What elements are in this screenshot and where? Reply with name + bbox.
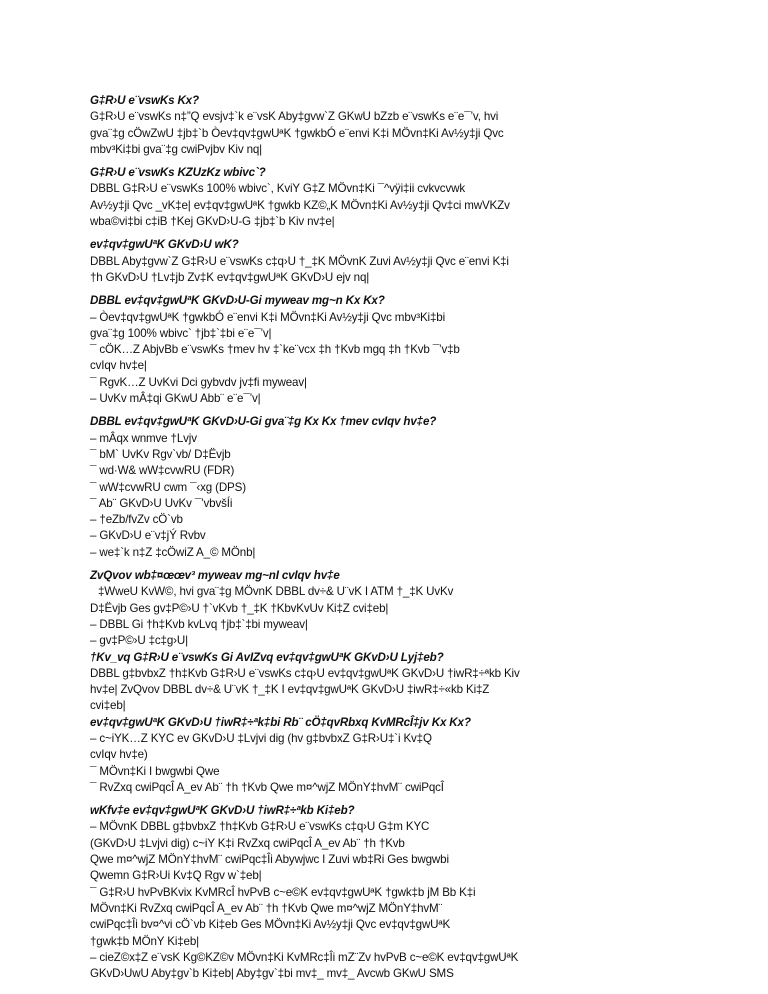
bullet-icon: – — [90, 731, 97, 745]
paragraph-line: cvIqv hv‡e| — [90, 359, 147, 373]
paragraph-line: cvIqv hv‡e) — [90, 748, 148, 762]
list-item: – DBBL Gi †h‡Kvb kvLvq †jb‡`‡bi myweav| — [90, 617, 308, 631]
document-body — [90, 93, 690, 982]
list-item: – cieZ©x‡Z e¨vsK Kg©KZ©v MÖvn‡Ki KvMRc‡Îi mZ¨Zv hvPvB c~e©K ev‡qv‡gwUªK — [90, 950, 519, 964]
section-heading: wKfv‡e ev‡qv‡gwUªK GKvD›U †iwR‡÷ªkb Ki‡eb? — [90, 804, 355, 818]
list-item: ¯ cÖK…Z AbjvBb e¨vswKs †mev hv ‡`ke¨vcx ‡h †Kvb mgq ‡h †Kvb ¯’v‡b — [90, 343, 460, 357]
list-item: – gv‡P©›U ‡c‡g›U| — [90, 634, 188, 648]
bullet-icon: ¯ — [90, 447, 97, 461]
list-item: – we‡`k n‡Z ‡cÖwiZ A_© MÖnb| — [90, 545, 256, 559]
list-item: ¯ bM` UvKv Rgv`vb/ D‡Ëvjb — [90, 447, 231, 461]
list-item: ¯ RvZxq cwiPqcÎ A_ev Ab¨ †h †Kvb Qwe m¤^wjZ MÖnY‡hvM¨ cwiPqcÎ — [90, 780, 444, 794]
bullet-icon: ¯ — [90, 496, 97, 510]
bullet-icon: – — [90, 310, 97, 324]
bullet-icon: – — [90, 392, 97, 406]
bullet-icon: ¯ — [90, 480, 97, 494]
paragraph-line: †gwk‡b MÖnY Ki‡eb| — [90, 934, 200, 948]
bullet-icon: – — [90, 431, 97, 445]
paragraph-line: (GKvD›U ‡Lvjvi dig) c~iY K‡i RvZxq cwiPqcÎ A_ev Ab¨ †h †Kvb — [90, 836, 405, 850]
paragraph-line: cvi‡eb| — [90, 699, 126, 713]
paragraph-line: gva¨‡g cÖwZwU ‡jb‡`b Òev‡qv‡gwUªK †gwkbÓ e¨envi K‡i MÖvn‡Ki Av½y‡ji Qvc — [90, 126, 504, 140]
section-heading: †Kv_vq G‡R›U e¨vswKs Gi AvIZvq ev‡qv‡gwUªK GKvD›U Lyj‡eb? — [90, 650, 444, 664]
list-item: ¯ wW‡cvwRU cwm ¯‹xg (DPS) — [90, 480, 246, 494]
paragraph-line: Av½y‡ji Qvc _vK‡e| ev‡qv‡gwUªK †gwkb KZ©„K MÖvn‡Ki Av½y‡ji Qv‡ci mwVKZv — [90, 198, 510, 212]
section-heading: ev‡qv‡gwUªK GKvD›U wK? — [90, 238, 239, 252]
list-item: – UvKv mÂ‡qi GKwU Abb¨ e¨e¯’v| — [90, 392, 261, 406]
paragraph-line: wba©vi‡bi c‡iB †Kej GKvD›U-G ‡jb‡`b Kiv nv‡e| — [90, 215, 335, 229]
bullet-icon: ¯ — [90, 375, 97, 389]
list-item: – †eZb/fvZv cÖ`vb — [90, 513, 183, 527]
bullet-icon: ¯ — [90, 764, 97, 778]
bullet-icon: ¯ — [90, 464, 97, 478]
paragraph-line: gva¨‡g 100% wbivc` †jb‡`‡bi e¨e¯’v| — [90, 326, 272, 340]
list-item: ¯ wd·W& wW‡cvwRU (FDR) — [90, 464, 235, 478]
list-item: ¯ RgvK…Z UvKvi Dci gybvdv jv‡fi myweav| — [90, 375, 307, 389]
paragraph-line: mbv³Ki‡bi gva¨‡g cwiPvjbv Kiv nq| — [90, 142, 263, 156]
list-item: – c~iYK…Z KYC ev GKvD›U ‡Lvjvi dig (hv g‡bvbxZ G‡R›U‡`i Kv‡Q — [90, 731, 432, 745]
paragraph-line: hv‡e| ZvQvov DBBL dv÷& U¨vK †_‡K I ev‡qv‡gwUªK GKvD›U ‡iwR‡÷«kb Ki‡Z — [90, 683, 490, 697]
paragraph-line: ‡WweU KvW©, hvi gva¨‡g MÖvnK DBBL dv÷& U¨vK I ATM †_‡K UvKv — [98, 585, 454, 599]
bullet-icon: – — [90, 545, 97, 559]
section-heading: G‡R›U e¨vswKs KZUzKz wbivc`? — [90, 166, 266, 180]
bullet-icon: – — [90, 529, 97, 543]
bullet-icon: ¯ — [90, 780, 97, 794]
list-item: – MÖvnK DBBL g‡bvbxZ †h‡Kvb G‡R›U e¨vswKs c‡q›U G‡m KYC — [90, 820, 430, 834]
bullet-icon: – — [90, 513, 97, 527]
paragraph-line: D‡Ëvjb Ges gv‡P©›U †`vKvb †_‡K †KbvKvUv Ki‡Z cvi‡eb| — [90, 601, 389, 615]
bullet-icon: – — [90, 617, 97, 631]
paragraph-line: MÖvn‡Ki RvZxq cwiPqcÎ A_ev Ab¨ †h †Kvb Qwe m¤^wjZ MÖnY‡hvM¨ — [90, 901, 443, 915]
list-item: – mÂqx wnmve †Lvjv — [90, 431, 197, 445]
paragraph-line: G‡R›U e¨vswKs n‡”Q evsjv‡`k e¨vsK Aby‡gvw`Z GKwU bZzb e¨vswKs e¨e¯’v, hvi — [90, 110, 499, 124]
list-item: ¯ Ab¨ GKvD›U UvKv ¯’vbvšÍi — [90, 496, 233, 510]
bullet-icon: – — [90, 634, 97, 648]
section-heading: DBBL ev‡qv‡gwUªK GKvD›U-Gi gva¨‡g Kx Kx †mev cvIqv hv‡e? — [90, 415, 437, 429]
section-heading: ev‡qv‡gwUªK GKvD›U †iwR‡÷ªk‡bi Rb¨ cÖ‡qvRbxq KvMRcÎ‡jv Kx Kx? — [90, 715, 471, 729]
paragraph-line: DBBL g‡bvbxZ †h‡Kvb G‡R›U e¨vswKs c‡q›U ev‡qv‡gwUªK GKvD›U †iwR‡÷ªkb Kiv — [90, 666, 520, 680]
section-heading: ZvQvov wb‡¤œœv³ myweav mg~nI cvIqv hv‡e — [90, 569, 340, 583]
list-item: ¯ G‡R›U hvPvBKvix KvMRcÎ hvPvB c~e©K ev‡qv‡gwUªK †gwk‡b jM Bb K‡i — [90, 885, 476, 899]
paragraph-line: DBBL Aby‡gvw`Z G‡R›U e¨vswKs c‡q›U †_‡K MÖvnK Zuvi Av½y‡ji Qvc e¨envi K‡i — [90, 254, 509, 268]
list-item: – Òev‡qv‡gwUªK †gwkbÓ e¨envi K‡i MÖvn‡Ki Av½y‡ji Qvc mbv³Ki‡bi — [90, 310, 446, 324]
bullet-icon: – — [90, 820, 97, 834]
bullet-icon: ¯ — [90, 343, 97, 357]
section-heading: G‡R›U e¨vswKs Kx? — [90, 94, 199, 107]
section-heading: DBBL ev‡qv‡gwUªK GKvD›U-Gi myweav mg~n Kx Kx? — [90, 294, 385, 308]
paragraph-line: cwiPqc‡Îi bv¤^vi cÖ`vb Ki‡eb Ges MÖvn‡Ki Av½y‡ji Qvc ev‡qv‡gwUªK — [90, 918, 451, 932]
paragraph-line: GKvD›UwU Aby‡gv`b Ki‡eb| Aby‡gv`‡bi mv‡_ mv‡_ Avcwb GKwU SMS — [90, 967, 454, 981]
bullet-icon: – — [90, 950, 97, 964]
paragraph-line: DBBL G‡R›U e¨vswKs 100% wbivc`, KviY G‡Z MÖvn‡Ki ¯^vÿi‡ii cvkvcvwk — [90, 182, 465, 196]
bullet-icon: ¯ — [90, 885, 97, 899]
paragraph-line: Qwemn G‡R›Ui Kv‡Q Rgv w`‡eb| — [90, 869, 262, 883]
list-item: ¯ MÖvn‡Ki I bwgwbi Qwe — [90, 764, 220, 778]
paragraph-line: Qwe m¤^wjZ MÖnY‡hvM¨ cwiPqc‡Îi Abywjwc I Zuvi wb‡Ri Ges bwgwbi — [90, 853, 449, 867]
list-item: – GKvD›U e¨v‡jÝ Rvbv — [90, 529, 206, 543]
paragraph-line: †h GKvD›U †Lv‡jb Zv‡K ev‡qv‡gwUªK GKvD›U ejv nq| — [90, 270, 370, 284]
